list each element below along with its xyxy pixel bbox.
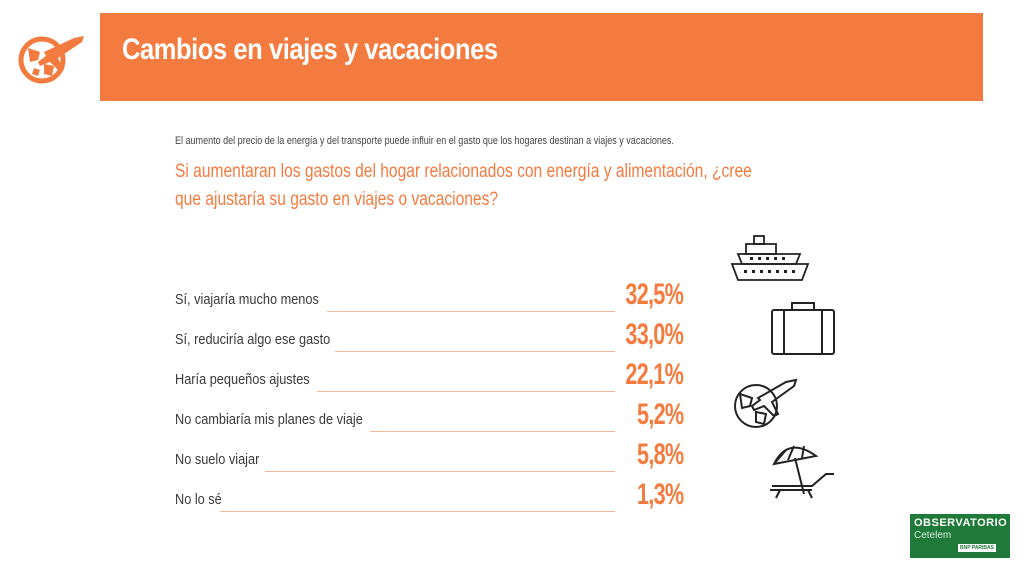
- answer-label: Sí, viajaría mucho menos: [175, 291, 319, 308]
- suitcase-icon: [770, 300, 836, 356]
- page-title: Cambios en viajes y vacaciones: [122, 33, 498, 66]
- answer-value: 32,5%: [625, 278, 683, 311]
- beach-umbrella-icon: [768, 440, 842, 502]
- answer-label: No cambiaría mis planes de viaje: [175, 411, 363, 428]
- answer-value: 5,2%: [636, 398, 683, 431]
- divider: [220, 511, 615, 512]
- answer-row: [175, 472, 695, 512]
- brand-parent: BNP PARIBAS: [960, 545, 994, 551]
- brand-subname: Cetelem: [914, 530, 952, 541]
- brand-name: OBSERVATORIO: [914, 517, 1008, 529]
- answer-row: [175, 392, 695, 432]
- header-bar: [100, 13, 983, 101]
- answer-row: [175, 352, 695, 392]
- answer-row: [175, 312, 695, 352]
- answer-row: [175, 432, 695, 472]
- globe-plane-icon: [14, 30, 92, 84]
- answer-label: Haría pequeños ajustes: [175, 371, 310, 388]
- answer-value: 33,0%: [625, 318, 683, 351]
- intro-text: El aumento del precio de la energía y del transporte puede influir en el gasto que los hogares destinan a viajes y vacaciones.: [175, 135, 674, 147]
- globe-plane-icon: [732, 372, 802, 432]
- answer-value: 22,1%: [625, 358, 683, 391]
- answer-label: No suelo viajar: [175, 451, 260, 468]
- answer-label: No lo sé: [175, 491, 222, 508]
- brand-logo: [910, 514, 1010, 558]
- question-text: Si aumentaran los gastos del hogar relacionados con energía y alimentación, ¿cree que ajustaría su gasto en viajes o vacaciones?: [175, 161, 752, 210]
- answer-row: [175, 272, 695, 312]
- answer-value: 5,8%: [636, 438, 683, 471]
- cruise-ship-icon: [730, 234, 810, 284]
- answer-label: Sí, reduciría algo ese gasto: [175, 331, 331, 348]
- answer-value: 1,3%: [636, 478, 683, 511]
